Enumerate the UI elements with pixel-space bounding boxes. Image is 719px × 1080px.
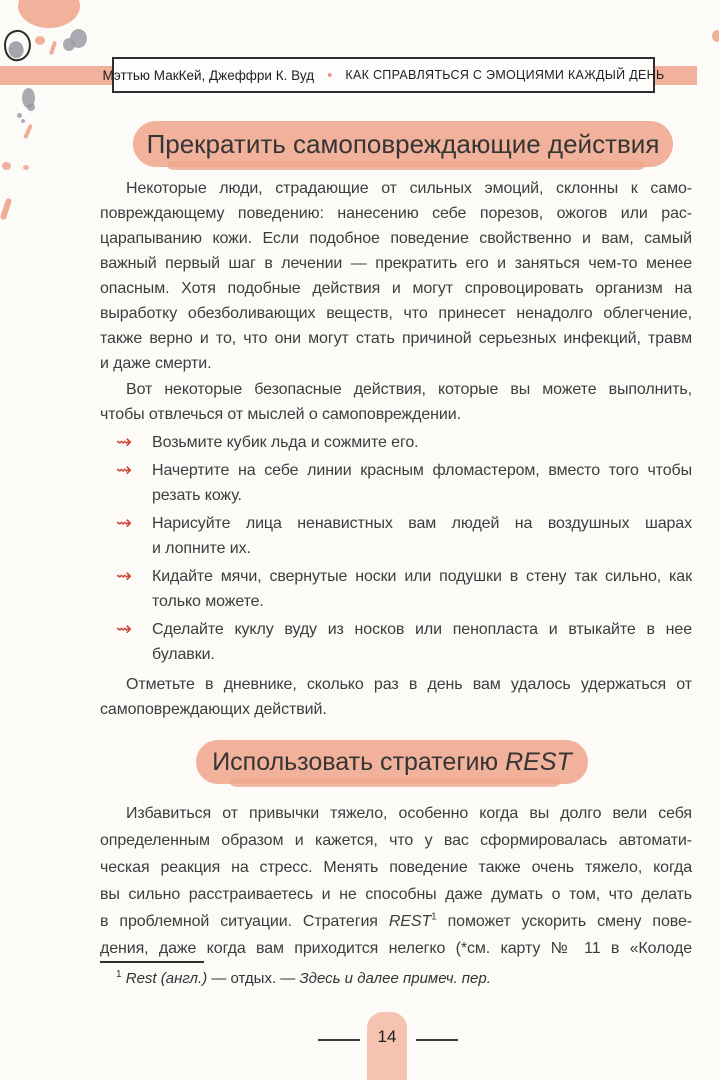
decor-pink-dash [49, 41, 57, 56]
paragraph-3 [100, 672, 692, 722]
decor-gray-blob [27, 103, 35, 111]
section-heading-2 [196, 740, 588, 784]
wavy-arrow-icon: ⇝ [116, 565, 132, 587]
body-line: определенным образом и кажется, что у вас сформировалась автомати- [100, 832, 692, 849]
authors: Мэттью МакКей, Джеффри К. Вуд [102, 67, 315, 83]
section-heading-2-text [212, 748, 572, 777]
heading-emphasis: REST [505, 747, 572, 776]
list-item-line: и лопните их. [152, 540, 251, 557]
section-heading-1-text: Прекратить самоповреждающие действия [146, 128, 660, 159]
decor-pink-dot [35, 36, 45, 45]
footnote-number: 1 [116, 969, 122, 980]
list-item [100, 564, 692, 614]
line-segment: в проблемной ситуации. Стратегия [100, 913, 389, 930]
page-number-dash-left [318, 1039, 360, 1041]
decor-pink-dot [712, 30, 719, 42]
body-line: вы сильно расстраиваетесь и не способны даже думать о том, что делать [100, 886, 692, 903]
paragraph-2 [100, 377, 692, 427]
list-item-line: Сделайте куклу вуду из носков или пенопласта и втыкайте в нее [152, 621, 692, 638]
list-item [100, 617, 692, 667]
body-line: дения, даже когда вам приходится нелегко (*см. карту № 11 в «Колоде [100, 940, 692, 957]
separator-dot-icon: • [327, 66, 333, 84]
body-line: выработку обезболивающих веществ, что принесет ненадолго облегчение, [100, 305, 692, 322]
body-line: Отметьте в дневнике, сколько раз в день вам удалось удержаться от [126, 676, 692, 693]
running-head [102, 57, 665, 93]
body-line: Избавиться от привычки тяжело, особенно когда вы долго вели себя [126, 805, 692, 822]
decor-gray-blob [63, 38, 75, 51]
footnote-term: Rest (англ.) [121, 970, 208, 987]
decor-eye-blob [7, 40, 24, 59]
footnote-note: Здесь и далее примеч. пер. [299, 970, 491, 987]
decor-gray-dot [17, 113, 22, 118]
body-line: Вот некоторые безопасные действия, которые вы можете выполнить, [126, 381, 692, 398]
list-item [100, 458, 692, 508]
paragraph-4 [100, 800, 692, 962]
decor-pink-dot [2, 162, 11, 170]
body-line: также верно и то, что они могут стать причиной серьезных инфекций, травм [100, 330, 692, 347]
decor-pink-dash [23, 124, 33, 139]
heading-prefix: Использовать стратегию [212, 747, 506, 776]
wavy-arrow-icon: ⇝ [116, 512, 132, 534]
paragraph-1 [100, 176, 692, 376]
body-line: и даже смерти. [100, 355, 212, 372]
wavy-arrow-icon: ⇝ [116, 431, 132, 453]
list-item-line: Начертите на себе линии красным фломастером, вместо того чтобы [152, 462, 692, 479]
list-item-line: Нарисуйте лица ненавистных вам людей на воздушных шарах [152, 515, 692, 532]
list-item [100, 511, 692, 561]
decor-gray-dot [21, 119, 25, 123]
page-number-tab [367, 1012, 407, 1080]
decor-half-circle [18, 0, 80, 28]
line-segment: поможет ускорить смену пове- [436, 913, 692, 930]
list-item-line: Возьмите кубик льда и сожмите его. [152, 434, 419, 451]
section-heading-1 [133, 121, 673, 167]
wavy-arrow-icon: ⇝ [116, 618, 132, 640]
list-item-line: булавки. [152, 646, 215, 663]
body-line: Некоторые люди, страдающие от сильных эмоций, склонны к само- [126, 180, 692, 197]
body-line: самоповреждающих действий. [100, 701, 327, 718]
body-line: ческая реакция на стресс. Менять поведение также очень тяжело, когда [100, 859, 692, 876]
rest-emphasis: REST [388, 913, 432, 930]
list-item-line: только можете. [152, 593, 264, 610]
decor-eye-doodle [2, 28, 33, 62]
footnote-rule [100, 961, 204, 963]
page-number: 14 [377, 1027, 397, 1046]
body-line: важный первый шаг в лечении — прекратить его и заняться чем-то менее [100, 255, 692, 272]
body-line: царапыванию кожи. Если подобное поведение свойственно и вам, самый [100, 230, 692, 247]
list-item-line: Кидайте мячи, свернутые носки или подушки в стену так сильно, как [152, 568, 692, 585]
decor-pink-dot [23, 165, 29, 170]
body-line: чтобы отвлечься от мыслей о самоповреждении. [100, 406, 461, 423]
list-item-line: резать кожу. [152, 487, 242, 504]
footnote [100, 970, 692, 987]
page-number-dash-right [416, 1039, 458, 1041]
footnote-marker: 1 [431, 911, 437, 923]
body-line: опасным. Хотя подобные действия и могут спровоцировать организм на [100, 280, 692, 297]
body-line: повреждающему поведению: нанесению себе порезов, ожогов или рас- [100, 205, 692, 222]
list-item [100, 430, 692, 455]
decor-pink-dash [0, 198, 12, 221]
book-title: КАК СПРАВЛЯТЬСЯ С ЭМОЦИЯМИ КАЖДЫЙ ДЕНЬ [345, 68, 665, 82]
wavy-arrow-icon: ⇝ [116, 459, 132, 481]
safe-actions-list [100, 430, 692, 670]
footnote-translation: — отдых. — [207, 970, 300, 987]
body-line [100, 908, 692, 935]
